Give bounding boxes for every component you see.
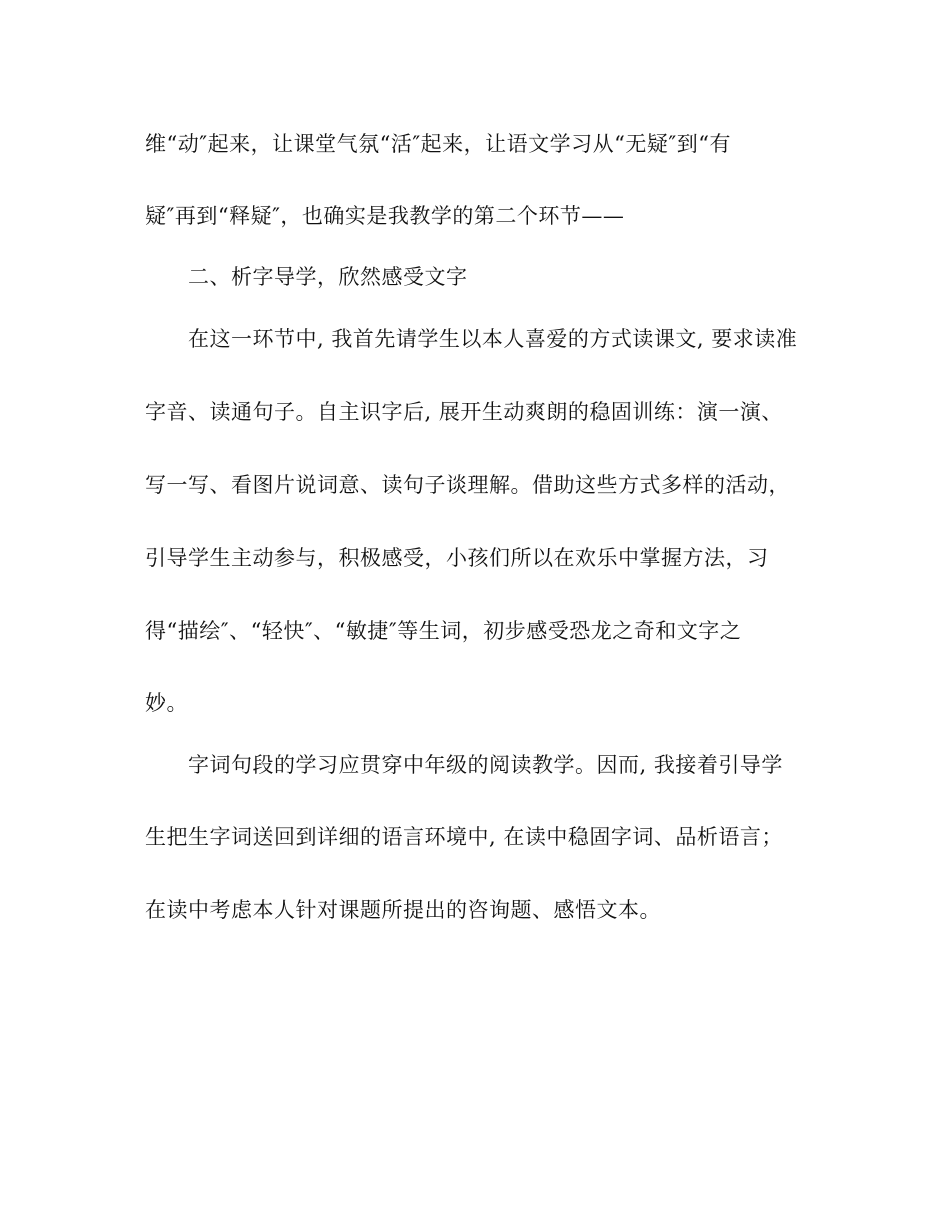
paragraph-line: 得“描绘″、“轻快″、“敏捷″等生词，初步感受恐龙之奇和文字之 <box>145 619 742 643</box>
paragraph-line: 在这一环节中, 我首先请学生以本人喜爱的方式读课文, 要求读准 <box>188 327 798 351</box>
paragraph-line: 字词句段的学习应贯穿中年级的阅读教学。因而, 我接着引导学 <box>188 753 783 777</box>
paragraph-line: 字音、读通句子。自主识字后, 展开生动爽朗的稳固训练：演一演、 <box>145 400 783 424</box>
paragraph-line: 维“动″起来，让课堂气氛“活″起来，让语文学习从“无疑″到“有 <box>145 132 731 156</box>
paragraph-line: 生把生字词送回到详细的语言环境中, 在读中稳固字词、品析语言； <box>145 825 783 849</box>
paragraph-line: 妙。 <box>145 691 188 715</box>
paragraph-line: 引导学生主动参与，积极感受，小孩们所以在欢乐中掌握方法，习 <box>145 546 769 570</box>
paragraph-line: 写一写、看图片说词意、读句子谈理解。借助这些方式多样的活动， <box>145 473 790 497</box>
paragraph-line: 疑″再到“释疑″，也确实是我教学的第二个环节—— <box>145 204 625 228</box>
section-heading: 二、析字导学，欣然感受文字 <box>188 265 468 289</box>
paragraph-line: 在读中考虑本人针对课题所提出的咨询题、感悟文本。 <box>145 898 661 922</box>
